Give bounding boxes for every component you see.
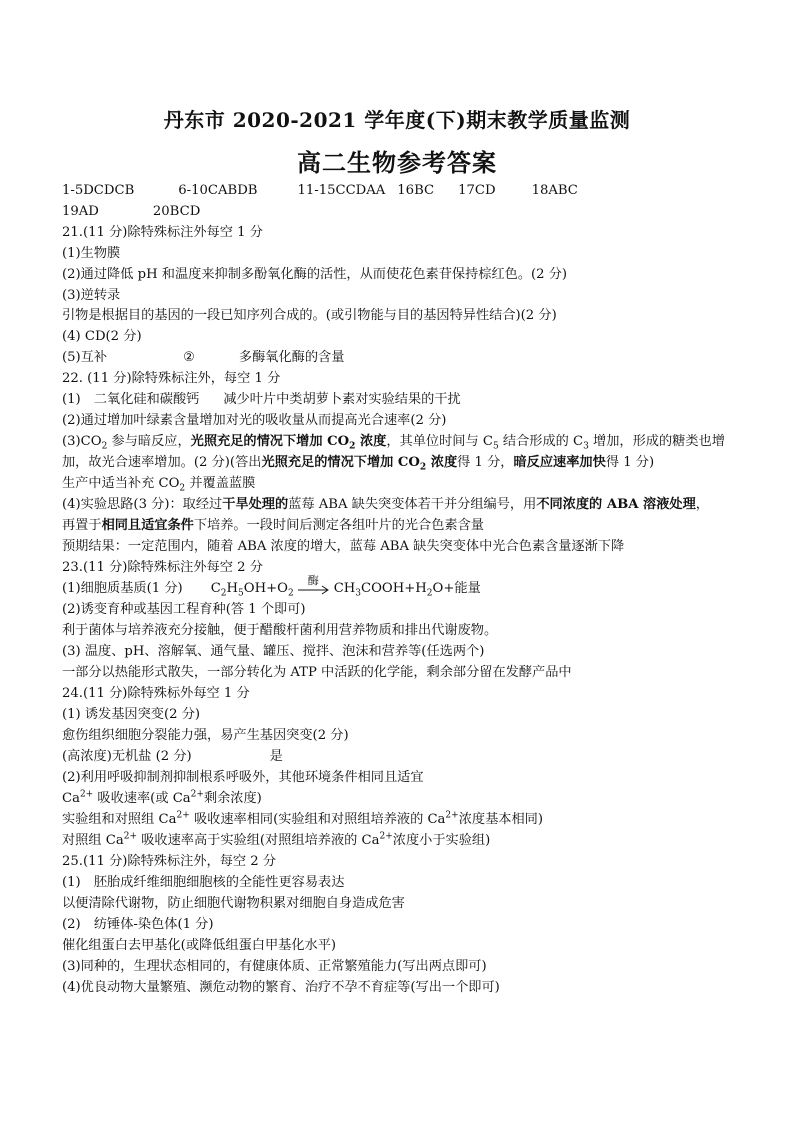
- text-span: 蓝莓 ABA 缺失突变体若干并分组编号，用: [288, 497, 537, 512]
- subscript: 2: [220, 588, 227, 599]
- q21-answer-5: [62, 349, 344, 367]
- q25-answer-4: (4)优良动物大量繁殖、濒危动物的繁育、治疗不孕不育症等(写出一个即可): [62, 980, 500, 995]
- text-span: 得 1 分，: [457, 455, 514, 470]
- q24-answer-2c: [62, 811, 543, 829]
- q22-answer-3b: [62, 454, 654, 472]
- q25-header: 25.(11 分)除特殊标注外，每空 2 分: [62, 854, 277, 869]
- choice-answers-row-1: [62, 182, 578, 200]
- superscript: 2+: [445, 810, 459, 821]
- superscript: 2+: [123, 831, 137, 842]
- bold-text: 浓度: [355, 434, 387, 449]
- q24-header: 24.(11 分)除特殊标外每空 1 分: [62, 686, 250, 701]
- enzyme-label: 酶: [307, 573, 319, 587]
- text-span: 吸收速率高于实验组(对照组培养液的 Ca: [137, 833, 380, 848]
- q23-answer-2: (2)诱变育种或基因工程育种(答 1 个即可): [62, 602, 306, 617]
- q23-answer-2b: 利于菌体与培养液充分接触，便于醋酸杆菌利用营养物质和排出代谢废物。: [62, 623, 498, 638]
- bold-text: 相同且适宜条件: [101, 518, 194, 533]
- q22-header: 22. (11 分)除特殊标注外，每空 1 分: [62, 371, 281, 386]
- choice-answers-row-2: [62, 203, 200, 221]
- text-span: 浓度基本相同): [458, 812, 543, 827]
- text-span: 下培养。一段时间后测定各组叶片的光合色素含量: [193, 518, 484, 533]
- text-span: 得 1 分): [605, 455, 655, 470]
- subscript: 2: [419, 462, 427, 473]
- superscript: 2+: [190, 789, 204, 800]
- subscript: 2: [349, 441, 356, 452]
- q23-answer-3b: 一部分以热能形式散失，一部分转化为 ATP 中活跃的化学能，剩余部分留在发酵产品中: [62, 665, 572, 680]
- q22-answer-1b: 减少叶片中类胡萝卜素对实验结果的干扰: [223, 392, 461, 407]
- superscript: 2+: [79, 789, 94, 800]
- q22-answer-1a: (1) 二氧化硅和碳酸钙: [62, 392, 200, 407]
- text-span: 实验组和对照组 Ca: [62, 812, 177, 827]
- text-span: CH: [333, 581, 356, 596]
- text-span: 增加，形成的糖类也增: [588, 434, 725, 449]
- text-span: 参与暗反应，: [107, 434, 191, 449]
- bold-text: 光照充足的情况下增加 CO: [261, 455, 420, 470]
- q21-answer-1: (1)生物膜: [62, 246, 121, 261]
- text-span: 结合形成的 C: [498, 434, 584, 449]
- q21-answer-4: (4) CD(2 分): [62, 329, 142, 344]
- text-span: 并覆盖蓝膜: [185, 476, 256, 491]
- choice-group-5: 17CD: [458, 183, 496, 198]
- choice-group-7: 19AD: [62, 204, 99, 219]
- q21-answer-5a: (5)互补: [62, 350, 108, 365]
- superscript: 2+: [176, 810, 190, 821]
- q22-answer-2: (2)通过增加叶绿素含量增加对光的吸收量从而提高光合速率(2 分): [62, 413, 447, 428]
- text-span: ，: [695, 497, 709, 512]
- q21-answer-3b: 引物是根据目的基因的一段已知序列合成的。(或引物能与目的基因特异性结合)(2 分): [62, 308, 557, 323]
- subscript: 5: [492, 441, 499, 452]
- q22-answer-3: [62, 433, 725, 451]
- text-span: O+能量: [432, 581, 481, 596]
- choice-group-8: 20BCD: [152, 204, 201, 219]
- text-span: OH+O: [243, 581, 288, 596]
- choice-group-2: 6-10CABDB: [178, 183, 258, 198]
- superscript: 2+: [379, 831, 393, 842]
- q23-header: 23.(11 分)除特殊标注外每空 2 分: [62, 560, 263, 575]
- subscript: 2: [179, 483, 186, 494]
- q24-answer-1c-b: 是: [269, 749, 283, 764]
- choice-group-4: 16BC: [397, 183, 435, 198]
- subscript: 2: [426, 588, 433, 599]
- q24-answer-2b: [62, 790, 262, 808]
- bold-text: 光照充足的情况下增加 CO: [190, 434, 350, 449]
- subscript: 3: [583, 441, 589, 452]
- q24-answer-1b: 愈伤组织细胞分裂能力强，易产生基因突变(2 分): [62, 728, 349, 743]
- subscript: 3: [355, 588, 362, 599]
- text-span: ，其单位时间与 C: [386, 434, 493, 449]
- bold-text: 暗反应速率加快: [513, 455, 606, 470]
- q21-header: 21.(11 分)除特殊标注外每空 1 分: [62, 225, 263, 240]
- page-title: 丹东市 2020-2021 学年度(下)期末教学质量监测: [163, 108, 631, 132]
- subscript: 2: [287, 588, 294, 599]
- subscript: 2: [101, 441, 108, 452]
- q25-answer-3: (3)同种的，生理状态相同的，有健康体质、正常繁殖能力(写出两点即可): [62, 959, 487, 974]
- choice-group-6: 18ABC: [531, 183, 578, 198]
- q22-answer-4b: [62, 517, 484, 535]
- text-span: COOH+H: [361, 581, 427, 596]
- q23-answer-3: (3) 温度、pH、溶解氧、通气量、罐压、搅拌、泡沫和营养等(任选两个): [62, 644, 485, 659]
- q24-answer-1c-a: (高浓度)无机盐 (2 分): [62, 749, 192, 764]
- q22-answer-1: [62, 391, 461, 409]
- text-span: 加，故光合速率增加。(2 分)(答出: [62, 455, 262, 470]
- q23-answer-1: [62, 573, 481, 599]
- reaction-equation: [210, 573, 481, 599]
- bold-text: 干旱处理的: [222, 497, 289, 512]
- q24-answer-2d: [62, 832, 490, 850]
- arrow-icon: [298, 583, 330, 595]
- text-span: (3)CO: [62, 434, 102, 449]
- text-span: 浓度小于实验组): [392, 833, 491, 848]
- q21-answer-2: (2)通过降低 pH 和温度来抑制多酚氧化酶的活性，从而使花色素苷保持棕红色。(2 分): [62, 267, 568, 282]
- q25-answer-2b: 催化组蛋白去甲基化(或降低组蛋白甲基化水平): [62, 938, 337, 953]
- text-span: (4)实验思路(3 分)：取经过: [62, 497, 223, 512]
- text-span: 吸收速率相同(实验组和对照组培养液的 Ca: [189, 812, 446, 827]
- choice-group-3: 11-15CCDAA: [297, 183, 386, 198]
- q23-answer-1a: (1)细胞质基质(1 分): [62, 581, 183, 596]
- text-span: 剩余浓度): [203, 791, 262, 806]
- subscript: 5: [238, 588, 244, 599]
- text-span: 生产中适当补充 CO: [62, 476, 180, 491]
- text-span: 吸收速率(或 Ca: [93, 791, 191, 806]
- q21-answer-5c: 多酶氧化酶的含量: [238, 350, 345, 365]
- text-span: Ca: [62, 791, 80, 806]
- q25-answer-1b: 以便清除代谢物，防止细胞代谢物积累对细胞自身造成危害: [62, 896, 405, 911]
- page-subtitle: 高二生物参考答案: [297, 148, 497, 177]
- bold-text: 浓度: [426, 455, 458, 470]
- q24-answer-2: (2)利用呼吸抑制剂抑制根系呼吸外，其他环境条件相同且适宜: [62, 770, 424, 785]
- q22-answer-3c: [62, 475, 255, 493]
- q21-answer-3: (3)逆转录: [62, 288, 121, 303]
- text-span: 对照组 Ca: [62, 833, 124, 848]
- q24-answer-1c: [62, 748, 283, 766]
- text-span: H: [226, 581, 239, 596]
- q25-answer-1: (1) 胚胎成纤维细胞细胞核的全能性更容易表达: [62, 875, 345, 890]
- q22-answer-4c: 预期结果：一定范围内，随着 ABA 浓度的增大，蓝莓 ABA 缺失突变体中光合色素含量逐渐下降: [62, 539, 625, 554]
- text-span: C: [210, 581, 221, 596]
- reaction-arrow: [298, 573, 330, 595]
- bold-text: 不同浓度的 ABA 溶液处理: [536, 497, 696, 512]
- choice-group-1: 1-5DCDCB: [62, 183, 135, 198]
- q24-answer-1: (1) 诱发基因突变(2 分): [62, 707, 201, 722]
- text-span: 再置于: [62, 518, 102, 533]
- q25-answer-2: (2) 纺锤体-染色体(1 分): [62, 917, 214, 932]
- q21-answer-5b: ②: [183, 350, 195, 365]
- q22-answer-4: [62, 496, 709, 514]
